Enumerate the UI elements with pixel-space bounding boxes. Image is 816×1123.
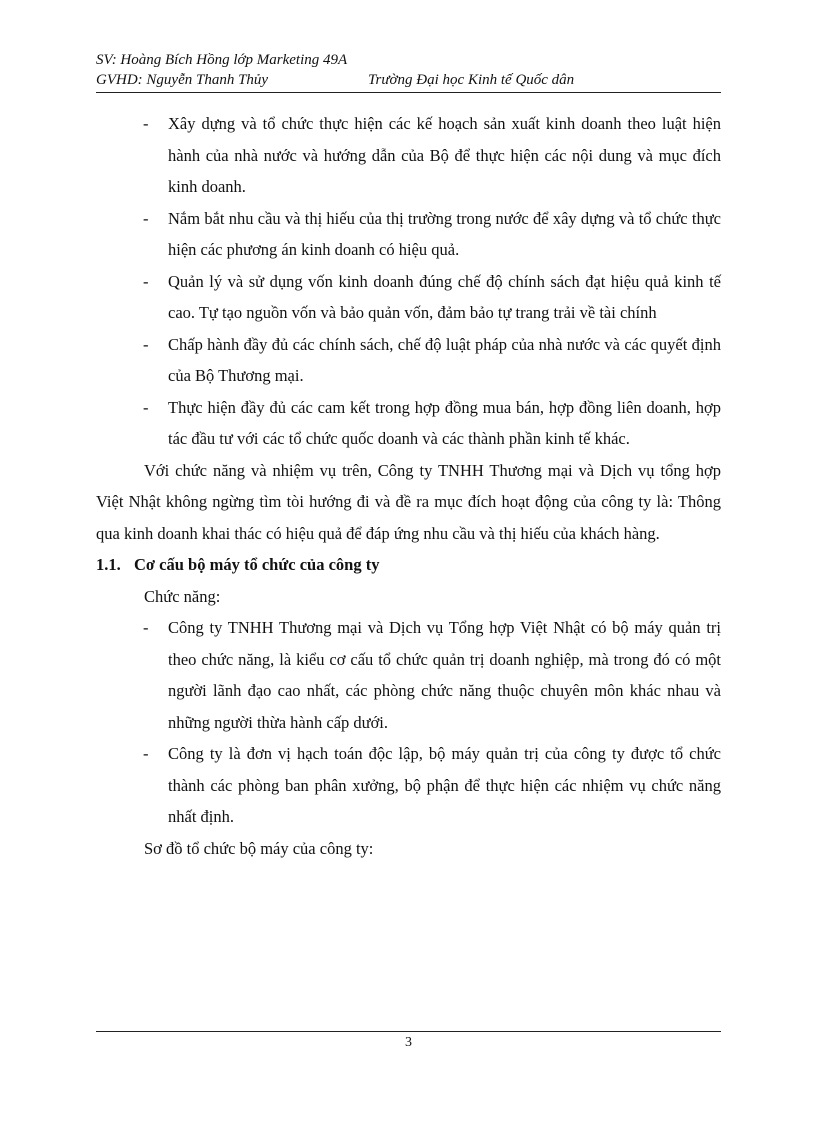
header-school: Trường Đại học Kinh tế Quốc dân [368, 72, 575, 88]
section-title: Cơ cấu bộ máy tổ chức của công ty [134, 555, 380, 574]
page-number: 3 [405, 1035, 412, 1050]
list-item-text: Chấp hành đầy đủ các chính sách, chế độ luật pháp của nhà nước và các quyết định của Bộ Thương mại. [168, 334, 721, 385]
footer-divider [96, 1031, 721, 1032]
bullet-dash: - [143, 208, 149, 228]
header-divider [96, 92, 721, 93]
list-item-text: Công ty TNHH Thương mại và Dịch vụ Tổng hợp Việt Nhật có bộ máy quản trị theo chức năng, là kiểu cơ cấu tổ chức quản trị doanh nghiệp, mà trong đó có một người lãnh đạo cao nhất, các phòng chức năng thuộc chuyên môn khác nhau và những người thừa hành cấp dưới. [168, 618, 721, 732]
functions-label: Chức năng: [144, 586, 221, 606]
page-header [96, 50, 721, 90]
list-item [96, 612, 721, 738]
section-number: 1.1. [96, 555, 121, 574]
bullet-dash: - [143, 618, 149, 637]
header-line-advisor [96, 70, 721, 90]
list-item-text: Nắm bắt nhu cầu và thị hiếu của thị trường trong nước để xây dựng và tổ chức thực hiện các phương án kinh doanh có hiệu quả. [168, 208, 721, 259]
list-item [96, 738, 721, 833]
list-item-text: Thực hiện đầy đủ các cam kết trong hợp đồng mua bán, hợp đồng liên doanh, hợp tác đầu tư với các tổ chức quốc doanh và các thành phần kinh tế khác. [168, 397, 721, 448]
bullet-dash: - [143, 397, 149, 417]
list-item [96, 203, 721, 266]
bullet-dash: - [143, 271, 149, 291]
bullet-dash: - [143, 334, 149, 354]
list-item-text: Quản lý và sử dụng vốn kinh doanh đúng chế độ chính sách đạt hiệu quả kinh tế cao. Tự tạo nguồn vốn và bảo quản vốn, đảm bảo tự trang trải về tài chính [168, 271, 721, 322]
list-item [96, 329, 721, 392]
header-student: SV: Hoàng Bích Hồng lớp Marketing 49A [96, 52, 348, 68]
header-advisor: GVHD: Nguyễn Thanh Thủy [96, 72, 269, 88]
header-line-student [96, 50, 721, 70]
list-item-text: Xây dựng và tổ chức thực hiện các kế hoạch sản xuất kinh doanh theo luật hiện hành của nhà nước và hướng dẫn của Bộ để thực hiện các nội dung và mục đích kinh doanh. [168, 114, 721, 196]
body-paragraph: Với chức năng và nhiệm vụ trên, Công ty TNHH Thương mại và Dịch vụ tổng hợp Việt Nhật không ngừng tìm tòi hướng đi và đề ra mục đích hoạt động của công ty là: Thông qua kinh doanh khai thác có hiệu quả để đáp ứng nhu cầu và thị hiếu của khách hàng. [96, 460, 721, 543]
list-item [96, 108, 721, 203]
diagram-caption: Sơ đồ tổ chức bộ máy của công ty: [144, 838, 374, 858]
document-body [96, 108, 721, 864]
list-item-text: Công ty là đơn vị hạch toán độc lập, bộ máy quản trị của công ty được tổ chức thành các phòng ban phân xưởng, bộ phận để thực hiện các nhiệm vụ chức năng nhất định. [168, 744, 721, 826]
list-item [96, 392, 721, 455]
bullet-dash: - [143, 744, 149, 763]
list-item [96, 266, 721, 329]
bullet-dash: - [143, 114, 149, 133]
section-heading [96, 549, 721, 581]
